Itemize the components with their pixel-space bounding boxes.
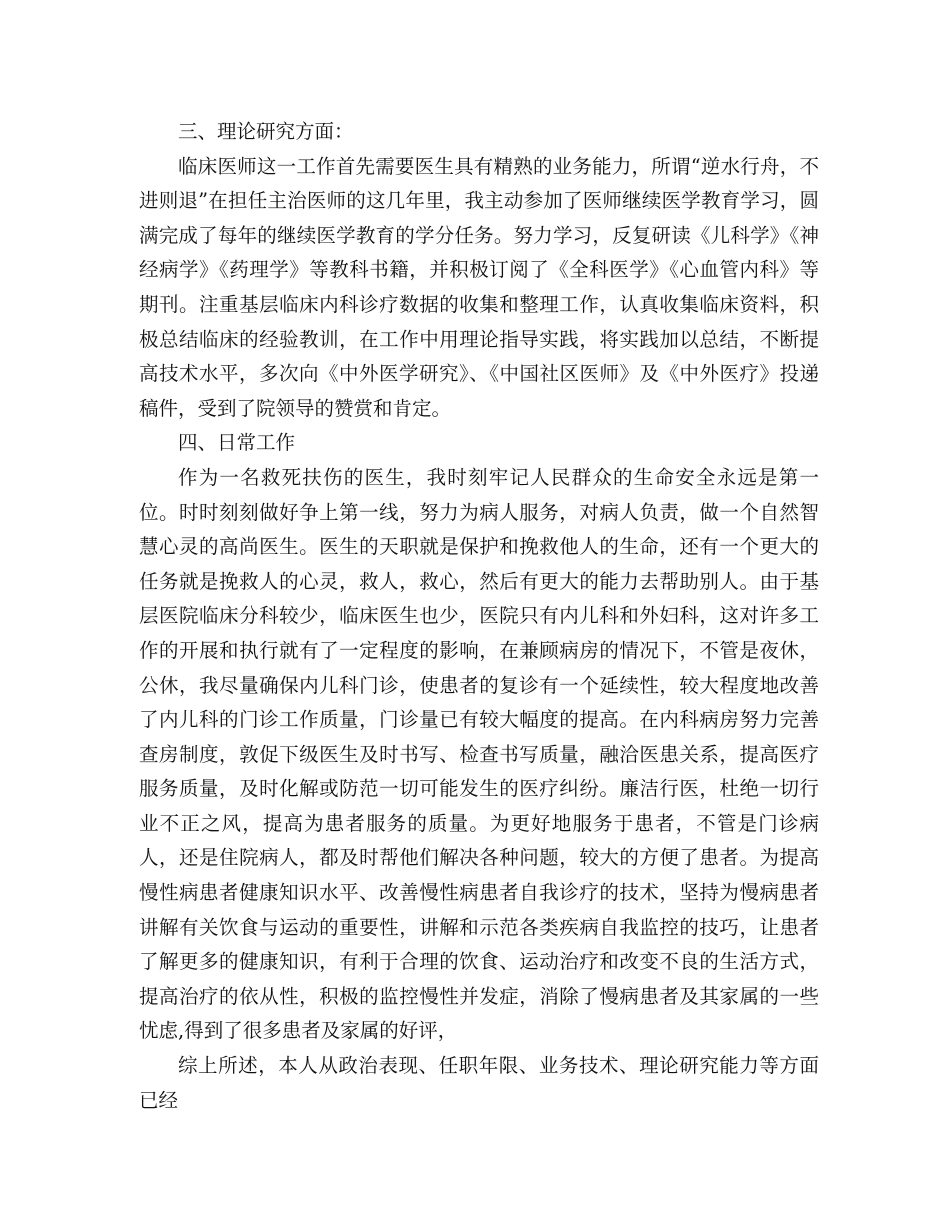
section-heading-theory-research: 三、理论研究方面： (178, 120, 354, 143)
document-body (139, 115, 819, 1118)
section-heading-daily-work: 四、日常工作 (178, 431, 296, 455)
paragraph-summary: 综上所述，本人从政治表现、任职年限、业务技术、理论研究能力等方面已经 (139, 1054, 819, 1112)
paragraph-theory-research: 临床医师这一工作首先需要医生具有精熟的业务能力，所谓“逆水行舟，不进则退”在担任主治医师的这几年里，我主动参加了医师继续医学教育学习，圆满完成了每年的继续医学教育的学分任务。努力学习，反复研读《儿科学》《神经病学》《药理学》等教科书籍，并积极订阅了《全科医学》《心血管内科》等期刊。注重基层临床内科诊疗数据的收集和整理工作，认真收集临床资料，积极总结临床的经验教训，在工作中用理论指导实践，将实践加以总结，不断提高技术水平，多次向《中外医学研究》、《中国社区医师》及《中外医疗》投递稿件，受到了院领导的赞赏和肯定。 (139, 154, 819, 420)
paragraph-daily-work: 作为一名救死扶伤的医生，我时刻牢记人民群众的生命安全永远是第一位。时时刻刻做好争上第一线，努力为病人服务，对病人负责，做一个自然智慧心灵的高尚医生。医生的天职就是保护和挽救他人的生命，还有一个更大的任务就是挽救人的心灵，救人，救心，然后有更大的能力去帮助别人。由于基层医院临床分科较少，临床医生也少，医院只有内儿科和外妇科，这对许多工作的开展和执行就有了一定程度的影响，在兼顾病房的情况下，不管是夜休，公休，我尽量确保内儿科门诊，使患者的复诊有一个延续性，较大程度地改善了内儿科的门诊工作质量，门诊量已有较大幅度的提高。在内科病房努力完善查房制度，敦促下级医生及时书写、检查书写质量，融洽医患关系，提高医疗服务质量，及时化解或防范一切可能发生的医疗纠纷。廉洁行医，杜绝一切行业不正之风，提高为患者服务的质量。为更好地服务于患者，不管是门诊病人，还是住院病人，都及时帮他们解决各种问题，较大的方便了患者。为提高慢性病患者健康知识水平、改善慢性病患者自我诊疗的技术，坚持为慢病患者讲解有关饮食与运动的重要性，讲解和示范各类疾病自我监控的技巧，让患者了解更多的健康知识，有利于合理的饮食、运动治疗和改变不良的生活方式，提高治疗的依从性，积极的监控慢性并发症，消除了慢病患者及其家属的一些忧虑,得到了很多患者及家属的好评， (139, 465, 819, 1043)
